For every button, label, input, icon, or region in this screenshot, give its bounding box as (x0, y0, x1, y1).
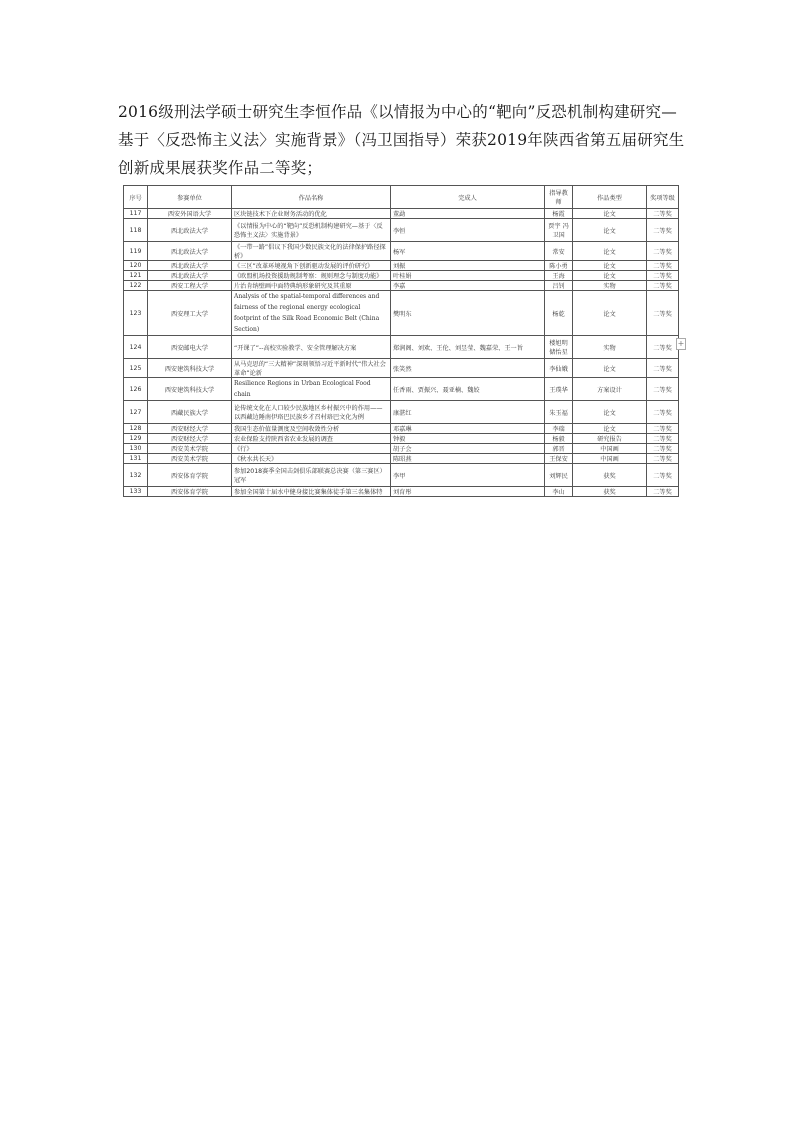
cell-advisor: 吕钊 (545, 281, 573, 291)
cell-title: 《三区”改革环境视角下创新驱动发展的评价研究》 (232, 261, 391, 271)
header-title: 作品名称 (232, 186, 391, 209)
cell-no: 122 (124, 281, 148, 291)
cell-title: 《秋水共长天》 (232, 454, 391, 464)
cell-title: 《行》 (232, 444, 391, 454)
cell-award: 二等奖 (647, 281, 679, 291)
table-row (124, 378, 679, 401)
cell-type: 论文 (573, 219, 647, 242)
cell-unit: 西北政法大学 (148, 261, 232, 271)
table-row (124, 291, 679, 336)
cell-authors: 叶桂娟 (391, 271, 545, 281)
cell-authors: 李甲 (391, 464, 545, 487)
header-no: 序号 (124, 186, 148, 209)
cell-authors: 邓嘉琳 (391, 424, 545, 434)
cell-unit: 西安邮电大学 (148, 336, 232, 359)
cell-title: 《一带一路”倡议下我国少数民族文化的法律保护路径探析》 (232, 242, 391, 261)
cell-title: 我国生态价值量测度及空间收敛性分析 (232, 424, 391, 434)
cell-award: 二等奖 (647, 291, 679, 336)
cell-unit: 西安建筑科技大学 (148, 359, 232, 378)
cell-advisor: 朱玉福 (545, 401, 573, 424)
cell-authors: 刘振 (391, 261, 545, 271)
cell-unit: 西安美术学院 (148, 444, 232, 454)
cell-title: 片治肯纳壁画中面特典纳形象研究及其重原 (232, 281, 391, 291)
table-row (124, 336, 679, 359)
cell-authors: 李嘉 (391, 281, 545, 291)
cell-award: 二等奖 (647, 434, 679, 444)
cell-type: 论文 (573, 291, 647, 336)
cell-title: 论传统文化在人口较少民族地区乡村振兴中的作用——以西藏边陲南伊珞巴民族乡才召村珞巴文化为例 (232, 401, 391, 424)
cell-type: 实物 (573, 336, 647, 359)
cell-award: 二等奖 (647, 401, 679, 424)
cell-advisor: 陈小勇 (545, 261, 573, 271)
cell-unit: 西北政法大学 (148, 219, 232, 242)
award-table (123, 185, 679, 497)
cell-award: 二等奖 (647, 359, 679, 378)
cell-advisor: 楼旭明 储怡星 (545, 336, 573, 359)
cell-authors: 杨军 (391, 242, 545, 261)
cell-no: 124 (124, 336, 148, 359)
cell-title: 参加全国第十届水中健身接比赛集体徒手第三名集体特 (232, 487, 391, 497)
table-row (124, 444, 679, 454)
cell-authors: 郑润阁、刘欢、王伦、刘昱莹、魏嘉荣、王一旨 (391, 336, 545, 359)
table-row (124, 271, 679, 281)
cell-no: 126 (124, 378, 148, 401)
cell-type: 论文 (573, 209, 647, 219)
cell-authors: 任香雨、贾振兴、聂亚楠、魏姣 (391, 378, 545, 401)
cell-unit: 西安理工大学 (148, 291, 232, 336)
cell-no: 133 (124, 487, 148, 497)
cell-no: 130 (124, 444, 148, 454)
cell-advisor: 贾宇 冯卫国 (545, 219, 573, 242)
cell-title: “开课了”--高校实验教学、安全管理解决方案 (232, 336, 391, 359)
cell-title: 农业保险支持陕西省农业发展的调查 (232, 434, 391, 444)
cell-type: 中国画 (573, 444, 647, 454)
cell-no: 123 (124, 291, 148, 336)
cell-unit: 西安美术学院 (148, 454, 232, 464)
cell-unit: 西北政法大学 (148, 242, 232, 261)
cell-no: 132 (124, 464, 148, 487)
cell-advisor: 常安 (545, 242, 573, 261)
cell-authors: 樊明东 (391, 291, 545, 336)
cell-unit: 西藏民族大学 (148, 401, 232, 424)
table-row (124, 281, 679, 291)
cell-title: Resilience Regions in Urban Ecological Food chain (232, 378, 391, 401)
cell-authors: 陈昭燕 (391, 454, 545, 464)
award-table-container (123, 185, 678, 497)
cell-unit: 西安体育学院 (148, 487, 232, 497)
cell-advisor: 杨毅 (545, 434, 573, 444)
cell-award: 二等奖 (647, 209, 679, 219)
cell-advisor: 李瑞 (545, 424, 573, 434)
cell-unit: 西安财经大学 (148, 424, 232, 434)
cell-no: 117 (124, 209, 148, 219)
table-row (124, 487, 679, 497)
cell-title: 《以情报为中心的“靶向”反恐机制构建研究—基于〈反恐怖主义法〉实施背景》 (232, 219, 391, 242)
header-advisor: 指导教师 (545, 186, 573, 209)
table-row (124, 434, 679, 444)
cell-no: 121 (124, 271, 148, 281)
cell-authors: 钟毅 (391, 434, 545, 444)
cell-advisor: 王海 (545, 271, 573, 281)
cell-award: 二等奖 (647, 242, 679, 261)
cell-authors: 刘育彤 (391, 487, 545, 497)
cell-type: 研究报告 (573, 434, 647, 444)
cell-award: 二等奖 (647, 444, 679, 454)
cell-unit: 西北政法大学 (148, 271, 232, 281)
cell-advisor: 王保安 (545, 454, 573, 464)
cell-type: 论文 (573, 261, 647, 271)
cell-title: Analysis of the spatial-temporal differences and fairness of the regional energy ecological footprint of the Silk Road Economic Belt (China Section) (232, 291, 391, 336)
cell-advisor: 杨乾 (545, 291, 573, 336)
table-row (124, 454, 679, 464)
cell-type: 中国画 (573, 454, 647, 464)
cell-unit: 西安建筑科技大学 (148, 378, 232, 401)
cell-award: 二等奖 (647, 378, 679, 401)
cell-no: 127 (124, 401, 148, 424)
cell-no: 120 (124, 261, 148, 271)
cell-no: 129 (124, 434, 148, 444)
cell-authors: 胡子会 (391, 444, 545, 454)
cell-type: 论文 (573, 271, 647, 281)
table-row (124, 401, 679, 424)
cell-authors: 康湛红 (391, 401, 545, 424)
cell-award: 二等奖 (647, 464, 679, 487)
cell-no: 128 (124, 424, 148, 434)
cell-authors: 董勐 (391, 209, 545, 219)
cell-unit: 西安财经大学 (148, 434, 232, 444)
header-type: 作品类型 (573, 186, 647, 209)
award-paragraph: 2016级刑法学硕士研究生李恒作品《以情报为中心的“靶向”反恐机制构建研究—基于〈反恐怖主义法〉实施背景》（冯卫国指导）荣获2019年陕西省第五届研究生创新成果展获奖作品二等奖； (118, 103, 685, 177)
cell-no: 125 (124, 359, 148, 378)
cell-award: 二等奖 (647, 336, 679, 359)
cell-authors: 李恒 (391, 219, 545, 242)
table-row (124, 424, 679, 434)
add-row-handle-icon[interactable]: + (677, 339, 685, 348)
cell-advisor: 杨霞 (545, 209, 573, 219)
cell-award: 二等奖 (647, 424, 679, 434)
cell-advisor: 刘辉民 (545, 464, 573, 487)
cell-award: 二等奖 (647, 454, 679, 464)
cell-title: 《欧盟机场投资援助规制考察：规则理念与制度功能》 (232, 271, 391, 281)
cell-advisor: 王璞华 (545, 378, 573, 401)
cell-type: 论文 (573, 359, 647, 378)
header-award: 奖项等级 (647, 186, 679, 209)
cell-unit: 西安工程大学 (148, 281, 232, 291)
header-unit: 参赛单位 (148, 186, 232, 209)
table-row (124, 242, 679, 261)
cell-advisor: 郭晋 (545, 444, 573, 454)
cell-type: 获奖 (573, 487, 647, 497)
cell-type: 论文 (573, 401, 647, 424)
table-row (124, 359, 679, 378)
cell-unit: 西安外国语大学 (148, 209, 232, 219)
header-authors: 完成人 (391, 186, 545, 209)
cell-advisor: 李仙娥 (545, 359, 573, 378)
cell-type: 论文 (573, 242, 647, 261)
cell-unit: 西安体育学院 (148, 464, 232, 487)
cell-award: 二等奖 (647, 487, 679, 497)
cell-title: 参加2018赛季全国击剑俱乐部联赛总决赛（第三赛区）冠军 (232, 464, 391, 487)
cell-type: 方案设计 (573, 378, 647, 401)
table-row (124, 261, 679, 271)
cell-title: 区块链技术下企业财务活动的优化 (232, 209, 391, 219)
table-header-row (124, 186, 679, 209)
cell-title: 从马克思的“三大精神”深刻领悟习近平新时代“伟大社会革命”论新 (232, 359, 391, 378)
cell-type: 获奖 (573, 464, 647, 487)
cell-no: 119 (124, 242, 148, 261)
cell-award: 二等奖 (647, 261, 679, 271)
cell-type: 实物 (573, 281, 647, 291)
cell-type: 论文 (573, 424, 647, 434)
cell-award: 二等奖 (647, 271, 679, 281)
cell-advisor: 李山 (545, 487, 573, 497)
cell-no: 118 (124, 219, 148, 242)
cell-no: 131 (124, 454, 148, 464)
table-row (124, 464, 679, 487)
cell-award: 二等奖 (647, 219, 679, 242)
cell-authors: 张笑然 (391, 359, 545, 378)
table-row (124, 219, 679, 242)
table-row (124, 209, 679, 219)
